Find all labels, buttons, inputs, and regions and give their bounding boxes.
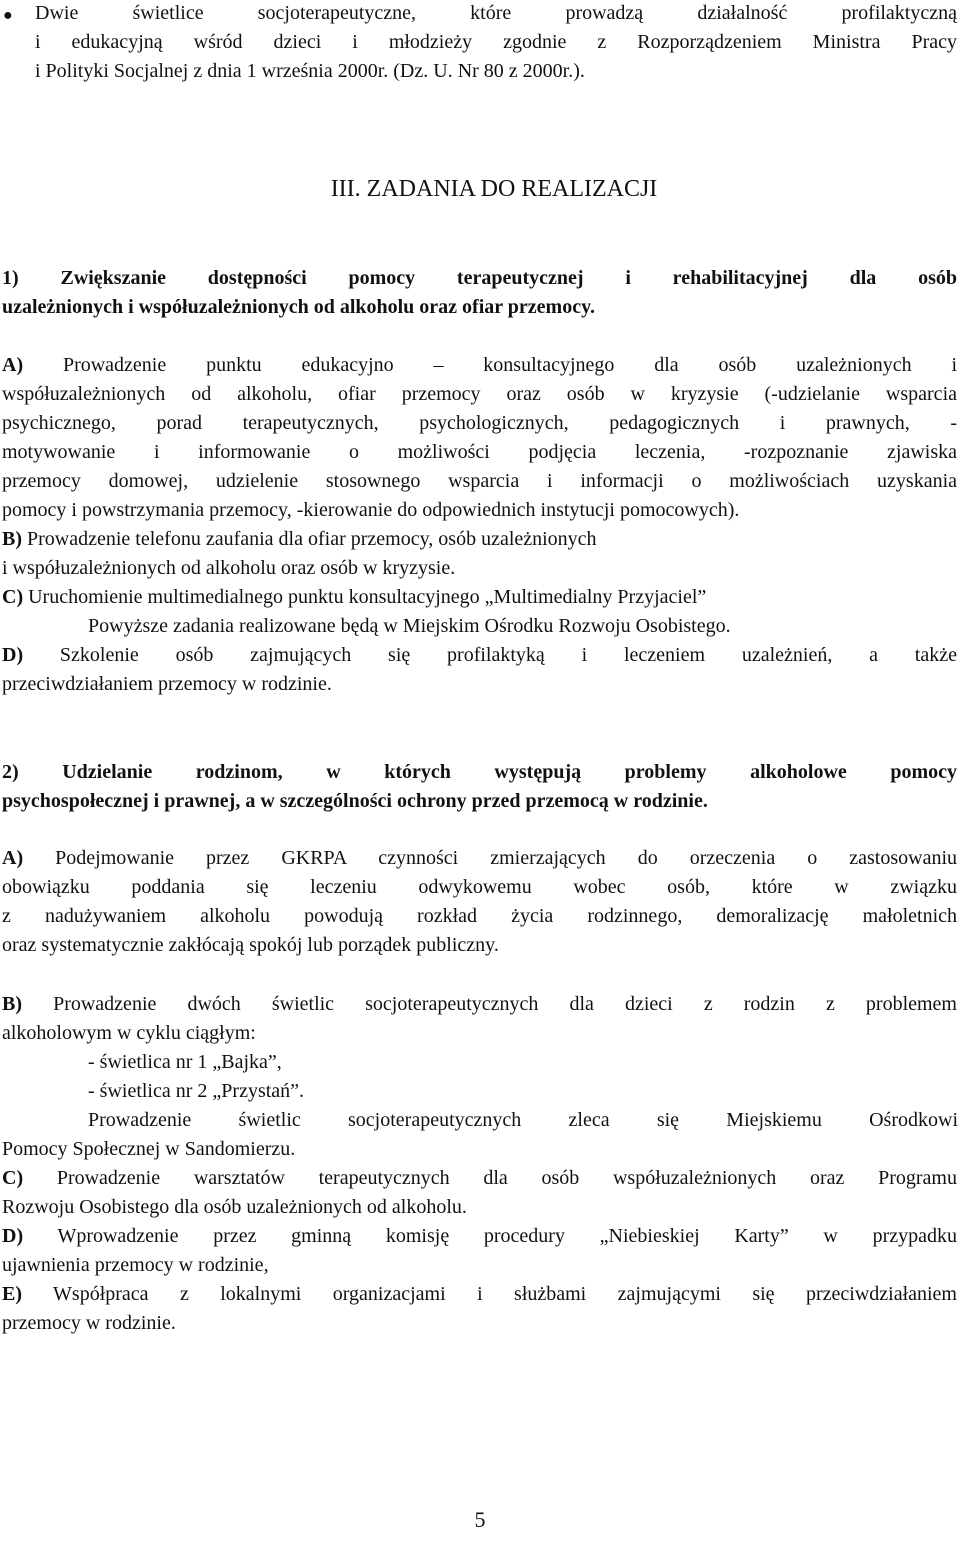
item-label: E) bbox=[2, 1283, 22, 1305]
task2-note-line bbox=[2, 1135, 957, 1164]
heading-line: psychospołecznej i prawnej, a w szczególności ochrony przed przemocą w rodzinie. bbox=[2, 790, 708, 812]
task1-item-a bbox=[2, 351, 957, 525]
item-line: przemocy w rodzinie. bbox=[2, 1312, 176, 1334]
heading-line: 1) Zwiększanie dostępności pomocy terapeutycznej i rehabilitacyjnej dla osób bbox=[2, 267, 957, 289]
heading-line: 2) Udzielanie rodzinom, w których występują problemy alkoholowe pomocy bbox=[2, 761, 957, 783]
task1-item-d bbox=[2, 641, 957, 699]
item-line: ujawnienia przemocy w rodzinie, bbox=[2, 1254, 269, 1276]
list-item: - świetlica nr 2 „Przystań”. bbox=[88, 1080, 305, 1102]
item-line: obowiązku poddania się leczeniu odwykowemu wobec osób, które w związku bbox=[2, 876, 957, 898]
item-label: C) bbox=[2, 586, 24, 608]
item-label: B) bbox=[2, 993, 22, 1015]
item-label: A) bbox=[2, 847, 24, 869]
item-line: przeciwdziałaniem przemocy w rodzinie. bbox=[2, 673, 332, 695]
list-item: - świetlica nr 1 „Bajka”, bbox=[88, 1051, 282, 1073]
task1-item-b bbox=[2, 525, 957, 583]
intro-line: i Polityki Socjalnej z dnia 1 września 2000r. (Dz. U. Nr 80 z 2000r.). bbox=[35, 60, 585, 82]
item-text: Prowadzenie telefonu zaufania dla ofiar przemocy, osób uzależnionych bbox=[22, 528, 597, 550]
item-label: C) bbox=[2, 1167, 24, 1189]
task1-heading bbox=[2, 264, 957, 322]
task2-heading bbox=[2, 758, 957, 816]
item-line: przemocy domowej, udzielenie stosownego wsparcia i informacji o możliwościach uzyskania bbox=[2, 470, 957, 492]
intro-line: i edukacyjną wśród dzieci i młodzieży zgodnie z Rozporządzeniem Ministra Pracy bbox=[35, 31, 957, 53]
item-line: pomocy i powstrzymania przemocy, -kierowanie do odpowiednich instytucji pomocowych). bbox=[2, 499, 740, 521]
item-label: D) bbox=[2, 644, 24, 666]
section-title: III. ZADANIA DO REALIZACJI bbox=[330, 176, 658, 202]
item-line: współuzależnionych od alkoholu, ofiar przemocy oraz osób w kryzysie (-udzielanie wsparcia bbox=[2, 383, 957, 405]
item-label: A) bbox=[2, 354, 24, 376]
item-text: Prowadzenie dwóch świetlic socjoterapeutycznych dla dzieci z rodzin z problemem bbox=[22, 993, 957, 1015]
item-text: Uruchomienie multimedialnego punktu konsultacyjnego „Multimedialny Przyjaciel” bbox=[23, 586, 707, 608]
intro-line: Dwie świetlice socjoterapeutyczne, które prowadzą działalność profilaktyczną bbox=[35, 2, 957, 24]
task2-item-c bbox=[2, 1164, 957, 1222]
task2-item-a bbox=[2, 844, 957, 960]
task1-item-c bbox=[2, 583, 957, 612]
bullet-icon: ● bbox=[3, 7, 13, 24]
item-line: oraz systematycznie zakłócają spokój lub porządek publiczny. bbox=[2, 934, 499, 956]
task1-note: Powyższe zadania realizowane będą w Miejskim Ośrodku Rozwoju Osobistego. bbox=[88, 615, 731, 637]
item-text: Prowadzenie warsztatów terapeutycznych dla osób współuzależnionych oraz Programu bbox=[23, 1167, 957, 1189]
item-line: alkoholowym w cyklu ciągłym: bbox=[2, 1022, 256, 1044]
item-line: z nadużywaniem alkoholu powodują rozkład życia rodzinnego, demoralizację małoletnich bbox=[2, 905, 957, 927]
item-label: B) bbox=[2, 528, 22, 550]
item-line: i współuzależnionych od alkoholu oraz osób w kryzysie. bbox=[2, 557, 456, 579]
task2-note-line: Prowadzenie świetlic socjoterapeutycznych zleca się Miejskiemu Ośrodkowi bbox=[88, 1109, 958, 1131]
task2-item-b bbox=[2, 990, 957, 1048]
page-number: 5 bbox=[474, 1507, 486, 1532]
task2-item-d bbox=[2, 1222, 957, 1280]
item-label: D) bbox=[2, 1225, 24, 1247]
item-line: Pomocy Społecznej w Sandomierzu. bbox=[2, 1138, 296, 1160]
item-text: Szkolenie osób zajmujących się profilaktyką i leczeniem uzależnień, a także bbox=[23, 644, 957, 666]
item-line: motywowanie i informowanie o możliwości podjęcia leczenia, -rozpoznanie zjawiska bbox=[2, 441, 957, 463]
heading-line: uzależnionych i współuzależnionych od alkoholu oraz ofiar przemocy. bbox=[2, 296, 595, 318]
item-line: psychicznego, porad terapeutycznych, psychologicznych, pedagogicznych i prawnych, - bbox=[2, 412, 957, 434]
item-text: Podejmowanie przez GKRPA czynności zmierzających do orzeczenia o zastosowaniu bbox=[23, 847, 957, 869]
item-text: Wprowadzenie przez gminną komisję procedury „Niebieskiej Karty” w przypadku bbox=[23, 1225, 957, 1247]
item-text: Prowadzenie punktu edukacyjno – konsultacyjnego dla osób uzależnionych i bbox=[23, 354, 957, 376]
task2-item-e bbox=[2, 1280, 957, 1338]
item-text: Współpraca z lokalnymi organizacjami i służbami zajmującymi się przeciwdziałaniem bbox=[22, 1283, 957, 1305]
item-line: Rozwoju Osobistego dla osób uzależnionych od alkoholu. bbox=[2, 1196, 467, 1218]
